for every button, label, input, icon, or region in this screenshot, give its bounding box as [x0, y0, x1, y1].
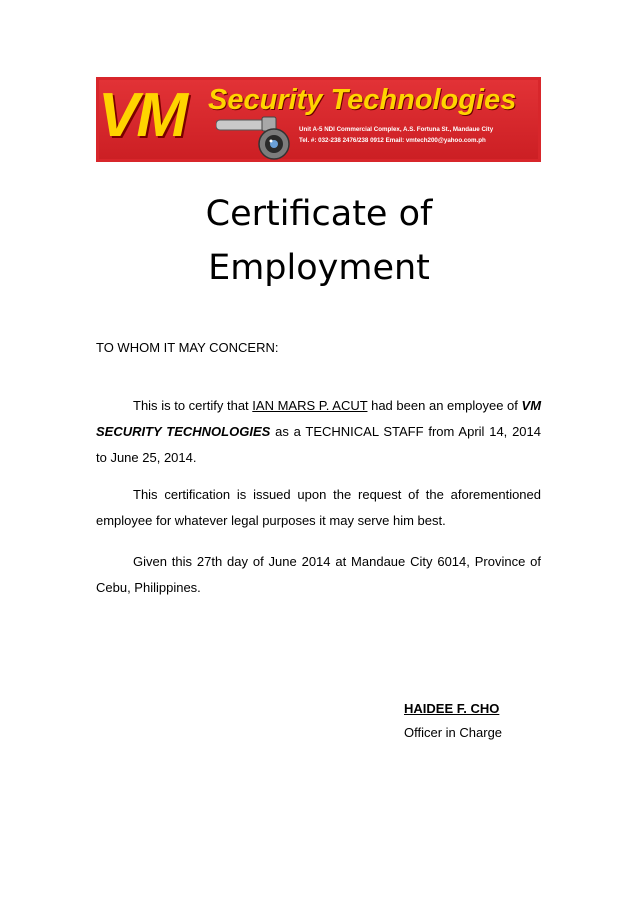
intro-text: This is to certify that: [133, 398, 253, 413]
company-logo-name: Security Technologies: [208, 84, 517, 116]
company-address: Unit A-5 NDI Commercial Complex, A.S. Fortuna St., Mandaue City: [299, 126, 494, 133]
purpose-paragraph: This certification is issued upon the request of the aforementioned employee for whatever legal purposes it may serve him best.: [96, 487, 541, 528]
company-name-text: VM SECURITY TECHNOLOGIES: [96, 398, 542, 439]
letterhead-banner: [96, 77, 541, 162]
company-contact: Tel. #: 032-238 2476/238 0912 Email: vmtech200@yahoo.com.ph: [299, 137, 486, 144]
middle-text: had been an employee of: [367, 398, 522, 413]
security-camera-icon: [216, 114, 296, 162]
given-paragraph: Given this 27th day of June 2014 at Mandaue City 6014, Province of Cebu, Philippines.: [96, 554, 541, 595]
certificate-title-line2: Employment: [208, 248, 430, 288]
signatory-name: HAIDEE F. CHO: [404, 701, 500, 716]
employee-name: IAN MARS P. ACUT: [252, 398, 368, 413]
company-logo-mark: VM: [98, 81, 185, 150]
certificate-title-line1: Certificate of: [205, 194, 433, 234]
position-text: as a TECHNICAL STAFF from April 14, 2014 to June 25, 2014.: [96, 424, 541, 465]
signatory-title: Officer in Charge: [404, 725, 503, 740]
certification-paragraph: [96, 393, 541, 471]
salutation: TO WHOM IT MAY CONCERN:: [96, 340, 279, 355]
